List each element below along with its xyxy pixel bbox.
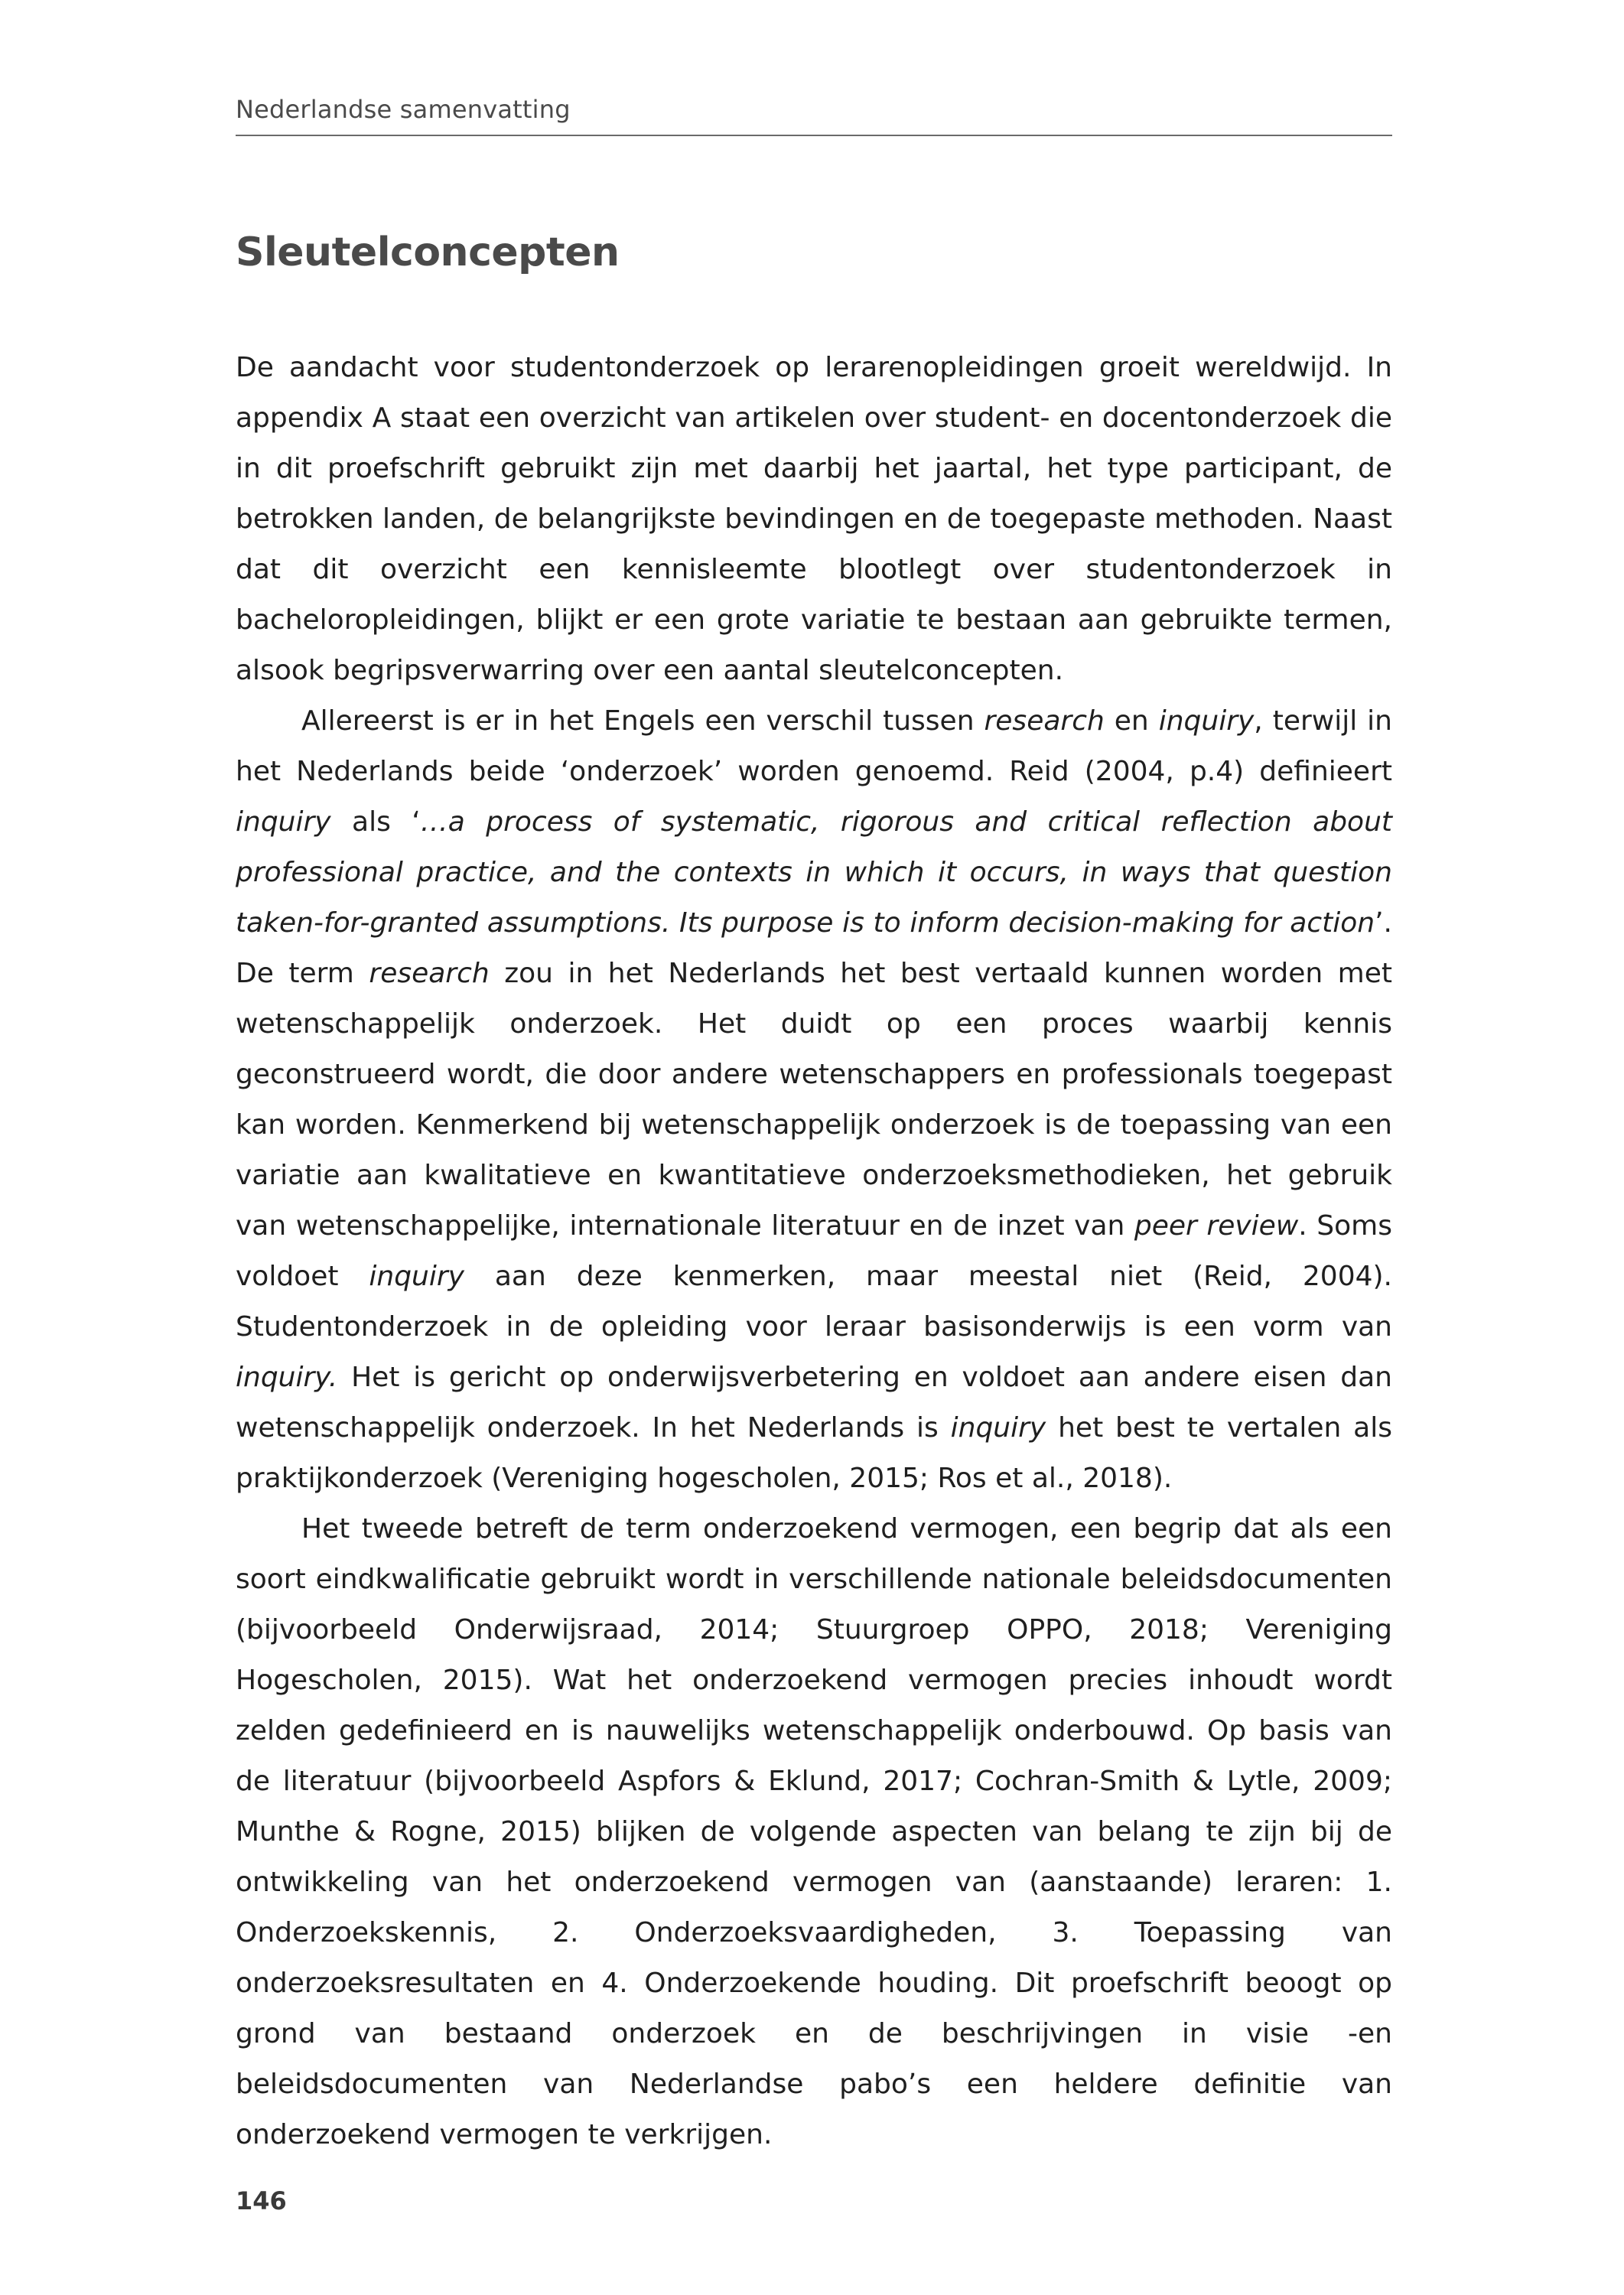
paragraph-3: Het tweede betreft de term onderzoekend vermogen, een begrip dat als een soort eindkwalificatie gebruikt wordt in verschillende nationale beleidsdocumenten (bijvoorbeeld Onderwijsraad, 2014; Stuurgroep OPPO, 2018; Vereniging Hogescholen, 2015). Wat het onderzoekend vermogen precies inhoudt wordt zelden gedefinieerd en is nauwelijks wetenschappelijk onderbouwd. Op basis van de literatuur (bijvoorbeeld Aspfors & Eklund, 2017; Cochran-Smith & Lytle, 2009; Munthe & Rogne, 2015) blijken de volgende aspecten van belang te zijn bij de ontwikkeling van het onderzoekend vermogen van (aanstaande) leraren: 1. Onderzoekskennis, 2. Onderzoeksvaardigheden, 3. Toepassing van onderzoeksresultaten en 4. Onderzoekende houding. Dit proefschrift beoogt op grond van bestaand onderzoek en de beschrijvingen in visie -en beleidsdocumenten van Nederlandse pabo’s een heldere definitie van onderzoekend vermogen te verkrijgen. [236, 1513, 1392, 2150]
term-inquiry: inquiry. [236, 1362, 338, 1393]
term-inquiry: inquiry [1158, 705, 1255, 737]
page-number: 146 [236, 2186, 287, 2215]
running-title: Nederlandse samenvatting [236, 95, 571, 124]
term-inquiry: inquiry [369, 1261, 464, 1292]
term-inquiry: inquiry [236, 806, 331, 838]
paragraph-1: De aandacht voor studentonderzoek op lerarenopleidingen groeit wereldwijd. In appendix A staat een overzicht van artikelen over student- en docentonderzoek die in dit proefschrift gebruikt zijn met daarbij het jaartal, het type participant, de betrokken landen, de belangrijkste bevindingen en de toegepaste methoden. Naast dat dit overzicht een kennisleemte blootlegt over studentonderzoek in bacheloropleidingen, blijkt er een grote variatie te bestaan aan gebruikte termen, alsook begripsverwarring over een aantal sleutelconcepten. [236, 352, 1392, 686]
term-research: research [369, 958, 490, 989]
running-header [236, 92, 1392, 136]
body-text [236, 343, 1392, 2160]
reid-quote: …a process of systematic, rigorous and critical reflection about professional practice, and the contexts in which it occurs, in ways that question taken-for-granted assumptions. Its purpose is to inform decision-making for action [236, 806, 1392, 939]
term-inquiry: inquiry [950, 1412, 1046, 1444]
term-research: research [984, 705, 1105, 737]
section-title: Sleutelconcepten [236, 230, 620, 275]
term-peer-review: peer review [1134, 1210, 1299, 1242]
paragraph-2: Allereerst is er in het Engels een verschil tussen research en inquiry, terwijl in het Nederlands beide ‘onderzoek’ worden genoemd. Reid (2004, p.4) definieert inquiry als ‘…a process of systematic, rigorous and critical reflection about professional practice, and the contexts in which it occurs, in ways that question taken-for-granted assumptions. Its purpose is to inform decision-making for action’. De term research zou in het Nederlands het best vertaald kunnen worden met wetenschappelijk onderzoek. Het duidt op een proces waarbij kennis geconstrueerd wordt, die door andere wetenschappers en professionals toegepast kan worden. Kenmerkend bij wetenschappelijk onderzoek is de toepassing van een variatie aan kwalitatieve en kwantitatieve onderzoeksmethodieken, het gebruik van wetenschappelijke, internationale literatuur en de inzet van peer review. Soms voldoet inquiry aan deze kenmerken, maar meestal niet (Reid, 2004). Studentonderzoek in de opleiding voor leraar basisonderwijs is een vorm van inquiry. Het is gericht op onderwijsverbetering en voldoet aan andere eisen dan wetenschappelijk onderzoek. In het Nederlands is inquiry het best te vertalen als praktijkonderzoek (Vereniging hogescholen, 2015; Ros et al., 2018). [236, 705, 1393, 1494]
